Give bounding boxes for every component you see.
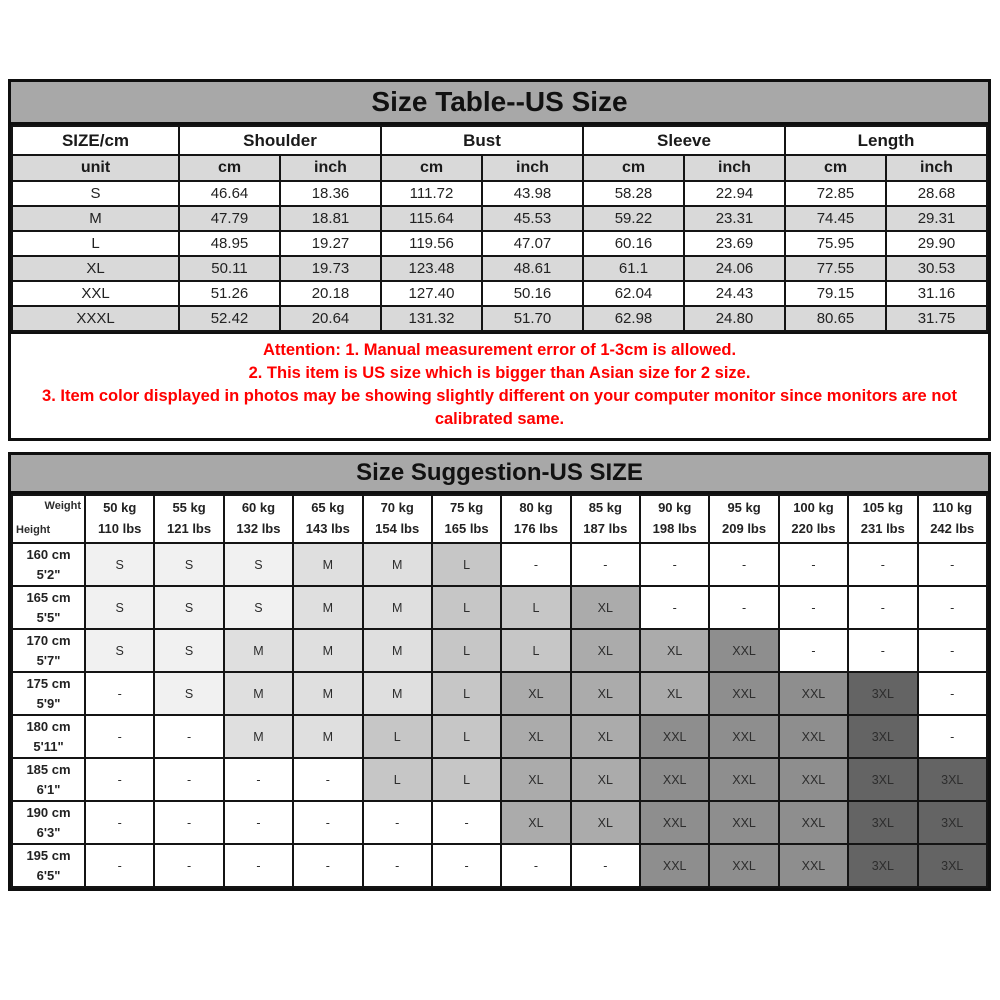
suggested-size-cell: 3XL xyxy=(918,844,988,887)
measurement-value: 60.16 xyxy=(583,231,684,256)
weight-lbs: 165 lbs xyxy=(444,521,489,536)
height-header xyxy=(12,844,85,887)
group-header-row xyxy=(12,126,987,155)
suggested-size-cell: XXL xyxy=(640,715,709,758)
height-ft: 5'2" xyxy=(36,566,61,582)
size-table-row xyxy=(12,281,987,306)
weight-header xyxy=(640,495,709,543)
suggested-size-cell: - xyxy=(501,543,570,586)
measurement-value: 20.64 xyxy=(280,306,381,331)
measurement-value: 18.81 xyxy=(280,206,381,231)
suggested-size-cell: S xyxy=(85,629,154,672)
weight-lbs: 132 lbs xyxy=(236,521,281,536)
suggested-size-cell: XXL xyxy=(709,715,778,758)
size-corner-header: SIZE/cm xyxy=(12,126,179,155)
suggestion-row xyxy=(12,586,987,629)
size-table-row xyxy=(12,206,987,231)
suggested-size-cell: S xyxy=(224,543,293,586)
suggested-size-cell: - xyxy=(918,543,988,586)
size-label: XXXL xyxy=(12,306,179,331)
measurement-value: 50.16 xyxy=(482,281,583,306)
suggested-size-cell: M xyxy=(224,629,293,672)
size-table-row xyxy=(12,306,987,331)
suggested-size-cell: XL xyxy=(501,715,570,758)
suggested-size-cell: - xyxy=(779,629,848,672)
weight-lbs: 143 lbs xyxy=(305,521,350,536)
suggested-size-cell: XXL xyxy=(640,758,709,801)
measurement-value: 48.95 xyxy=(179,231,280,256)
suggested-size-cell: XL xyxy=(571,629,640,672)
weight-kg: 80 kg xyxy=(519,500,553,516)
suggested-size-cell: S xyxy=(154,586,223,629)
suggested-size-cell: - xyxy=(779,586,848,629)
unit-label: unit xyxy=(12,155,179,181)
measurement-value: 131.32 xyxy=(381,306,482,331)
suggestion-row xyxy=(12,672,987,715)
size-table-row xyxy=(12,231,987,256)
suggested-size-cell: - xyxy=(293,758,362,801)
weight-kg: 100 kg xyxy=(793,500,834,516)
suggested-size-cell: S xyxy=(85,543,154,586)
height-ft: 5'9" xyxy=(36,695,61,711)
suggested-size-cell: L xyxy=(432,758,501,801)
measurement-value: 24.06 xyxy=(684,256,785,281)
measure-group-header: Shoulder xyxy=(179,126,381,155)
suggested-size-cell: M xyxy=(363,543,432,586)
suggested-size-cell: - xyxy=(709,543,778,586)
size-table-row xyxy=(12,181,987,206)
weight-header xyxy=(224,495,293,543)
suggested-size-cell: - xyxy=(432,844,501,887)
suggested-size-cell: M xyxy=(224,715,293,758)
suggested-size-cell: - xyxy=(571,844,640,887)
suggested-size-cell: XXL xyxy=(640,801,709,844)
suggested-size-cell: - xyxy=(363,844,432,887)
measurement-value: 80.65 xyxy=(785,306,886,331)
suggested-size-cell: - xyxy=(293,801,362,844)
unit-header: inch xyxy=(684,155,785,181)
suggested-size-cell: - xyxy=(432,801,501,844)
suggested-size-cell: 3XL xyxy=(848,672,917,715)
weight-lbs: 209 lbs xyxy=(722,521,767,536)
suggested-size-cell: - xyxy=(85,672,154,715)
size-table xyxy=(11,125,988,332)
weight-lbs: 121 lbs xyxy=(167,521,212,536)
height-header xyxy=(12,758,85,801)
measurement-value: 45.53 xyxy=(482,206,583,231)
measurement-value: 127.40 xyxy=(381,281,482,306)
suggested-size-cell: - xyxy=(224,801,293,844)
suggestion-row xyxy=(12,543,987,586)
suggested-size-cell: L xyxy=(432,543,501,586)
weight-lbs: 187 lbs xyxy=(583,521,628,536)
suggested-size-cell: - xyxy=(224,758,293,801)
height-ft: 6'5" xyxy=(36,867,61,883)
measurement-value: 51.26 xyxy=(179,281,280,306)
height-cm: 180 cm xyxy=(26,719,71,734)
weight-header xyxy=(709,495,778,543)
measurement-value: 79.15 xyxy=(785,281,886,306)
suggested-size-cell: 3XL xyxy=(848,715,917,758)
measurement-value: 19.73 xyxy=(280,256,381,281)
measurement-value: 18.36 xyxy=(280,181,381,206)
suggested-size-cell: XXL xyxy=(709,801,778,844)
suggestion-row xyxy=(12,801,987,844)
suggested-size-cell: XXL xyxy=(779,758,848,801)
weight-height-corner-cell xyxy=(12,495,85,543)
measurement-value: 62.98 xyxy=(583,306,684,331)
attention-note xyxy=(11,332,988,438)
height-cm: 190 cm xyxy=(26,805,71,820)
suggested-size-cell: M xyxy=(363,672,432,715)
unit-header: cm xyxy=(381,155,482,181)
suggested-size-cell: M xyxy=(293,629,362,672)
unit-header: cm xyxy=(785,155,886,181)
suggested-size-cell: - xyxy=(848,629,917,672)
measurement-value: 19.27 xyxy=(280,231,381,256)
suggested-size-cell: M xyxy=(293,672,362,715)
measure-group-header: Length xyxy=(785,126,987,155)
suggested-size-cell: L xyxy=(432,629,501,672)
suggested-size-cell: S xyxy=(154,543,223,586)
suggested-size-cell: - xyxy=(918,629,988,672)
suggested-size-cell: - xyxy=(501,844,570,887)
suggestion-table-title: Size Suggestion-US SIZE xyxy=(11,455,988,494)
measurement-value: 72.85 xyxy=(785,181,886,206)
height-ft: 6'3" xyxy=(36,824,61,840)
suggested-size-cell: - xyxy=(640,586,709,629)
suggested-size-cell: XXL xyxy=(779,844,848,887)
suggested-size-cell: L xyxy=(363,715,432,758)
suggested-size-cell: 3XL xyxy=(848,801,917,844)
weight-lbs: 176 lbs xyxy=(513,521,558,536)
suggested-size-cell: - xyxy=(154,758,223,801)
unit-header: cm xyxy=(179,155,280,181)
suggested-size-cell: M xyxy=(363,586,432,629)
size-chart-sheet xyxy=(8,79,991,891)
suggested-size-cell: - xyxy=(154,715,223,758)
suggestion-row xyxy=(12,715,987,758)
suggested-size-cell: S xyxy=(154,629,223,672)
weight-kg: 75 kg xyxy=(449,500,484,516)
height-ft: 5'11" xyxy=(33,738,64,754)
suggested-size-cell: M xyxy=(293,586,362,629)
measure-group-header: Sleeve xyxy=(583,126,785,155)
suggested-size-cell: XL xyxy=(571,672,640,715)
suggested-size-cell: XL xyxy=(571,586,640,629)
measurement-value: 115.64 xyxy=(381,206,482,231)
weight-lbs: 231 lbs xyxy=(860,521,905,536)
suggested-size-cell: XL xyxy=(640,672,709,715)
size-table-section xyxy=(8,79,991,441)
suggested-size-cell: - xyxy=(918,672,988,715)
weight-lbs: 110 lbs xyxy=(98,521,142,536)
measurement-value: 51.70 xyxy=(482,306,583,331)
height-cm: 185 cm xyxy=(26,762,71,777)
weight-header xyxy=(571,495,640,543)
size-label: M xyxy=(12,206,179,231)
height-label: Height xyxy=(16,524,51,537)
suggested-size-cell: XL xyxy=(501,801,570,844)
suggested-size-cell: M xyxy=(293,543,362,586)
weight-header xyxy=(432,495,501,543)
height-header xyxy=(12,543,85,586)
height-ft: 5'7" xyxy=(36,652,61,668)
suggested-size-cell: L xyxy=(501,586,570,629)
suggested-size-cell: - xyxy=(85,801,154,844)
suggested-size-cell: XL xyxy=(501,758,570,801)
size-label: XXL xyxy=(12,281,179,306)
suggested-size-cell: - xyxy=(779,543,848,586)
attention-line-1: Attention: 1. Manual measurement error of 1-3cm is allowed. xyxy=(262,341,737,359)
suggested-size-cell: S xyxy=(154,672,223,715)
measurement-value: 58.28 xyxy=(583,181,684,206)
suggested-size-cell: XXL xyxy=(709,672,778,715)
weight-header xyxy=(848,495,917,543)
height-cm: 175 cm xyxy=(26,676,71,691)
measurement-value: 62.04 xyxy=(583,281,684,306)
suggested-size-cell: M xyxy=(363,629,432,672)
measurement-value: 29.31 xyxy=(886,206,987,231)
suggested-size-cell: 3XL xyxy=(848,758,917,801)
weight-header xyxy=(501,495,570,543)
attention-line-3: 3. Item color displayed in photos may be showing slightly different on your computer monitor since monitors are not calibrated same. xyxy=(42,387,957,428)
measurement-value: 47.79 xyxy=(179,206,280,231)
suggested-size-cell: - xyxy=(640,543,709,586)
weight-kg: 85 kg xyxy=(588,500,622,516)
suggested-size-cell: - xyxy=(293,844,362,887)
measurement-value: 20.18 xyxy=(280,281,381,306)
unit-header: inch xyxy=(482,155,583,181)
height-cm: 165 cm xyxy=(26,590,71,605)
suggested-size-cell: - xyxy=(571,543,640,586)
measurement-value: 52.42 xyxy=(179,306,280,331)
weight-lbs: 242 lbs xyxy=(930,521,975,536)
suggested-size-cell: - xyxy=(709,586,778,629)
suggestion-table-body xyxy=(12,543,987,887)
weight-kg: 95 kg xyxy=(727,500,761,516)
size-table-title: Size Table--US Size xyxy=(11,82,988,125)
suggested-size-cell: - xyxy=(224,844,293,887)
measurement-value: 29.90 xyxy=(886,231,987,256)
suggested-size-cell: - xyxy=(154,801,223,844)
measurement-value: 24.80 xyxy=(684,306,785,331)
weight-kg: 65 kg xyxy=(311,500,345,516)
weight-kg: 50 kg xyxy=(103,500,137,516)
weight-kg: 55 kg xyxy=(172,500,206,516)
suggested-size-cell: S xyxy=(85,586,154,629)
size-label: XL xyxy=(12,256,179,281)
suggested-size-cell: - xyxy=(154,844,223,887)
measurement-value: 77.55 xyxy=(785,256,886,281)
measurement-value: 31.75 xyxy=(886,306,987,331)
suggested-size-cell: L xyxy=(432,672,501,715)
suggested-size-cell: - xyxy=(848,586,917,629)
measurement-value: 111.72 xyxy=(381,181,482,206)
suggested-size-cell: XXL xyxy=(779,672,848,715)
suggestion-row xyxy=(12,629,987,672)
weight-kg: 105 kg xyxy=(862,500,904,516)
height-cm: 195 cm xyxy=(26,848,71,863)
height-cm: 170 cm xyxy=(26,633,71,648)
size-table-body xyxy=(12,181,987,331)
measurement-value: 23.31 xyxy=(684,206,785,231)
suggested-size-cell: L xyxy=(432,586,501,629)
weight-kg: 110 kg xyxy=(932,500,973,516)
suggested-size-cell: 3XL xyxy=(918,801,988,844)
suggested-size-cell: M xyxy=(224,672,293,715)
attention-line-2: 2. This item is US size which is bigger than Asian size for 2 size. xyxy=(248,364,751,382)
suggested-size-cell: XL xyxy=(640,629,709,672)
height-ft: 5'5" xyxy=(36,609,61,625)
measurement-value: 48.61 xyxy=(482,256,583,281)
suggested-size-cell: 3XL xyxy=(848,844,917,887)
suggested-size-cell: XXL xyxy=(709,758,778,801)
measurement-value: 43.98 xyxy=(482,181,583,206)
suggested-size-cell: - xyxy=(918,715,988,758)
weight-lbs: 220 lbs xyxy=(791,521,836,536)
unit-header-row xyxy=(12,155,987,181)
measurement-value: 24.43 xyxy=(684,281,785,306)
measurement-value: 50.11 xyxy=(179,256,280,281)
measurement-value: 59.22 xyxy=(583,206,684,231)
weight-label: Weight xyxy=(44,500,81,512)
weight-header xyxy=(779,495,848,543)
suggested-size-cell: XXL xyxy=(779,715,848,758)
suggested-size-cell: - xyxy=(918,586,988,629)
weight-header xyxy=(293,495,362,543)
suggested-size-cell: XXL xyxy=(640,844,709,887)
size-label: S xyxy=(12,181,179,206)
unit-header: cm xyxy=(583,155,684,181)
size-suggestion-table xyxy=(11,494,988,888)
suggestion-row xyxy=(12,758,987,801)
unit-header: inch xyxy=(280,155,381,181)
suggested-size-cell: XL xyxy=(501,672,570,715)
weight-kg: 60 kg xyxy=(241,500,276,516)
height-ft: 6'1" xyxy=(36,781,61,797)
measurement-value: 22.94 xyxy=(684,181,785,206)
height-header xyxy=(12,801,85,844)
weight-header-row xyxy=(12,495,987,543)
suggested-size-cell: L xyxy=(363,758,432,801)
suggested-size-cell: - xyxy=(85,715,154,758)
weight-header xyxy=(363,495,432,543)
weight-header xyxy=(918,495,988,543)
suggested-size-cell: L xyxy=(432,715,501,758)
size-label: L xyxy=(12,231,179,256)
weight-lbs: 198 lbs xyxy=(652,521,697,536)
suggested-size-cell: S xyxy=(224,586,293,629)
measurement-value: 61.1 xyxy=(583,256,684,281)
suggested-size-cell: XL xyxy=(571,715,640,758)
suggestion-row xyxy=(12,844,987,887)
height-header xyxy=(12,715,85,758)
size-suggestion-section xyxy=(8,452,991,891)
suggested-size-cell: - xyxy=(85,844,154,887)
measurement-value: 31.16 xyxy=(886,281,987,306)
measurement-value: 46.64 xyxy=(179,181,280,206)
suggested-size-cell: XXL xyxy=(779,801,848,844)
measurement-value: 119.56 xyxy=(381,231,482,256)
suggested-size-cell: 3XL xyxy=(918,758,988,801)
size-table-row xyxy=(12,256,987,281)
measurement-value: 23.69 xyxy=(684,231,785,256)
measurement-value: 28.68 xyxy=(886,181,987,206)
measurement-value: 74.45 xyxy=(785,206,886,231)
suggested-size-cell: XXL xyxy=(709,629,778,672)
suggested-size-cell: M xyxy=(293,715,362,758)
height-header xyxy=(12,672,85,715)
measurement-value: 123.48 xyxy=(381,256,482,281)
weight-header xyxy=(85,495,154,543)
measurement-value: 47.07 xyxy=(482,231,583,256)
unit-header: inch xyxy=(886,155,987,181)
height-cm: 160 cm xyxy=(26,547,71,562)
weight-kg: 70 kg xyxy=(380,500,414,516)
height-header xyxy=(12,586,85,629)
weight-kg: 90 kg xyxy=(658,500,692,516)
suggested-size-cell: - xyxy=(85,758,154,801)
suggested-size-cell: XL xyxy=(571,758,640,801)
suggested-size-cell: - xyxy=(363,801,432,844)
weight-header xyxy=(154,495,223,543)
suggested-size-cell: XL xyxy=(571,801,640,844)
weight-lbs: 154 lbs xyxy=(375,521,420,536)
measurement-value: 30.53 xyxy=(886,256,987,281)
measure-group-header: Bust xyxy=(381,126,583,155)
suggested-size-cell: - xyxy=(848,543,917,586)
height-header xyxy=(12,629,85,672)
suggested-size-cell: XXL xyxy=(709,844,778,887)
measurement-value: 75.95 xyxy=(785,231,886,256)
suggested-size-cell: L xyxy=(501,629,570,672)
